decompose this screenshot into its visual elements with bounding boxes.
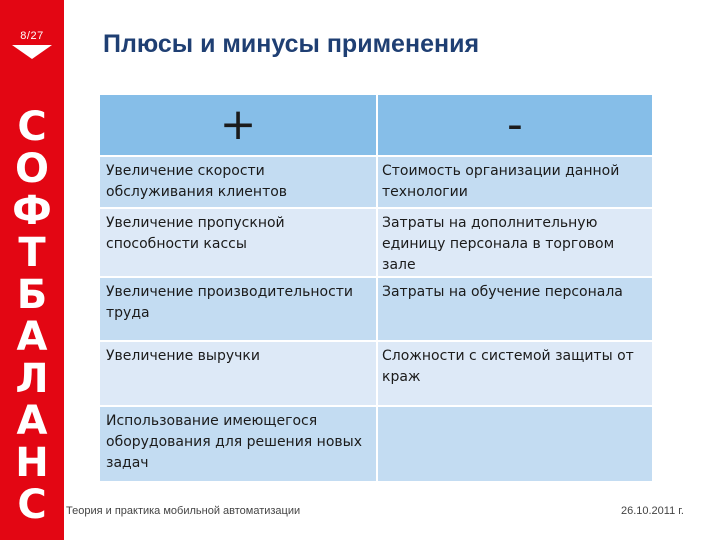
brand-letter: А (16, 398, 48, 444)
brand-letter: О (14, 146, 49, 192)
con-cell (377, 406, 653, 482)
brand-letter: С (17, 482, 47, 528)
brand-letter: Т (18, 230, 46, 276)
pro-cell: Увеличение производительности труда (99, 277, 377, 341)
brand-logo (0, 106, 64, 526)
con-cell: Затраты на дополнительную единицу персонала в торговом зале (377, 208, 653, 277)
slide-title: Плюсы и минусы применения (103, 30, 480, 58)
header-pros: + (99, 94, 377, 156)
brand-letter: Н (15, 440, 49, 486)
pro-cell: Увеличение скорости обслуживания клиентов (99, 156, 377, 208)
brand-sidebar (0, 0, 64, 540)
table-row (99, 277, 653, 341)
table-header-row (99, 94, 653, 156)
brand-letter: Б (16, 272, 48, 318)
table-row (99, 208, 653, 277)
brand-letter: Ф (12, 188, 52, 234)
brand-letter: Л (15, 356, 49, 402)
pros-cons-table (98, 93, 654, 483)
brand-letter: С (17, 104, 47, 150)
con-cell: Стоимость организации данной технологии (377, 156, 653, 208)
footer-course-title: Теория и практика мобильной автоматизации (66, 505, 301, 517)
page-number: 8/27 (20, 30, 44, 42)
footer-date: 26.10.2011 г. (620, 505, 684, 517)
pro-cell: Увеличение выручки (99, 341, 377, 406)
table-row (99, 156, 653, 208)
table-row (99, 406, 653, 482)
header-cons: - (377, 94, 653, 156)
pro-cell: Использование имеющегося оборудования для решения новых задач (99, 406, 377, 482)
table-row (99, 341, 653, 406)
chevron-down-icon (12, 45, 52, 59)
con-cell: Затраты на обучение персонала (377, 277, 653, 341)
pro-cell: Увеличение пропускной способности кассы (99, 208, 377, 277)
con-cell: Сложности с системой защиты от краж (377, 341, 653, 406)
brand-letter: А (16, 314, 48, 360)
